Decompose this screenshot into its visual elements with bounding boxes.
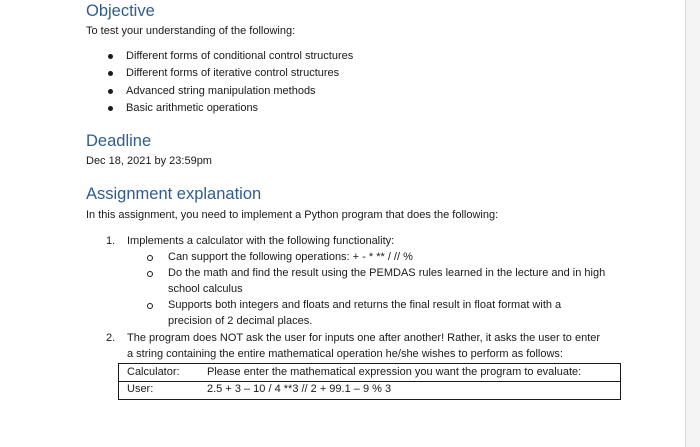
objective-intro: To test your understanding of the following: — [86, 25, 296, 37]
objective-list-item: Different forms of conditional control structures — [108, 48, 353, 65]
example-row-1-value: Please enter the mathematical expression you want the program to evaluate: — [207, 366, 582, 378]
assignment-heading: Assignment explanation — [86, 185, 262, 203]
table-divider — [119, 381, 620, 382]
sub-bullet-icon — [147, 303, 153, 309]
objective-list-item: Basic arithmetic operations — [108, 100, 353, 117]
objective-list-item: Advanced string manipulation methods — [108, 83, 353, 100]
deadline-heading: Deadline — [86, 132, 152, 150]
item-1-number: 1. — [106, 235, 116, 247]
page-margin-background — [686, 0, 700, 447]
assignment-intro: In this assignment, you need to implement a Python program that does the following: — [86, 209, 499, 221]
item-1-sub-3-line-2: precision of 2 decimal places. — [168, 315, 313, 327]
item-2-line-2: a string containing the entire mathematical operation he/she wishes to perform as follows: — [127, 348, 563, 360]
deadline-text: Dec 18, 2021 by 23:59pm — [86, 155, 212, 167]
item-2-line-1: The program does NOT ask the user for inputs one after another! Rather, it asks the user to enter — [127, 332, 601, 344]
item-1-sub-3-line-1: Supports both integers and floats and returns the final result in float format with a — [168, 299, 562, 311]
item-1-sub-2-line-1: Do the math and find the result using the PEMDAS rules learned in the lecture and in high — [168, 267, 606, 279]
sub-bullet-icon — [147, 255, 153, 261]
item-2-number: 2. — [106, 332, 116, 344]
objective-list — [108, 48, 353, 118]
sub-bullet-icon — [147, 271, 153, 277]
item-1-sub-2-line-2: school calculus — [168, 283, 243, 295]
item-1-sub-1: Can support the following operations: + - * ** / // % — [168, 251, 413, 263]
item-1-text: Implements a calculator with the following functionality: — [127, 235, 395, 247]
example-table — [118, 363, 621, 400]
objective-list-item: Different forms of iterative control structures — [108, 65, 353, 82]
example-row-2-value: 2.5 + 3 – 10 / 4 **3 // 2 + 99.1 – 9 % 3 — [207, 383, 392, 395]
example-row-1-label: Calculator: — [127, 366, 180, 378]
bullet-icon — [108, 54, 113, 59]
example-row-2-label: User: — [127, 383, 154, 395]
bullet-icon — [108, 71, 113, 76]
bullet-icon — [108, 106, 113, 111]
objective-heading: Objective — [86, 2, 155, 20]
bullet-icon — [108, 89, 113, 94]
